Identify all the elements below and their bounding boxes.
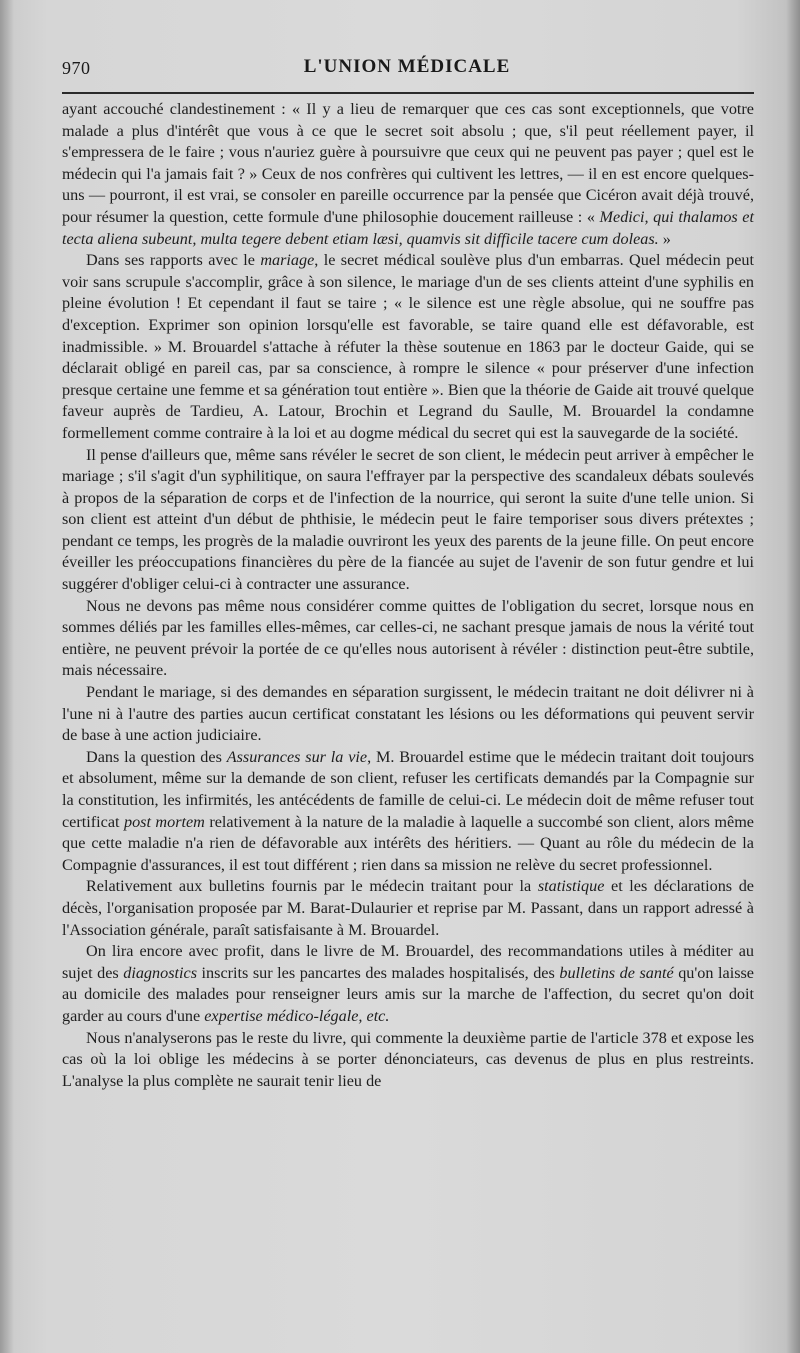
text-segment: et les déclarations de décès, l'organisation proposée par M. Barat-Dulaurier et reprise par M. Passant, dans un rapport adressé à l'Association générale, paraît satisfaisante à M. Brouardel. [62,877,754,939]
paragraph [62,876,754,941]
italic-text-segment: Medici, qui thalamos et tecta aliena subeunt, multa tegere debent etiam læsi, quamvis sit difficile tacere cum doleas. [62,207,754,248]
paragraph [62,1028,754,1093]
text-segment: Nous n'analyserons pas le reste du livre, qui commente la deuxième partie de l'article 378 et expose les cas où la loi oblige les médecins à se porter dénonciateurs, cas devenus de plus en plus restreints. L'analyse la plus complète ne saurait tenir lieu de [62,1028,754,1090]
text-segment: relativement à la nature de la maladie à laquelle a succombé son client, alors même que cette maladie n'a rien de défavorable aux intérêts des héritiers. — Quant au rôle du médecin de la Compagnie d'assurances, il est tout différent ; rien dans sa mission ne relève du secret professionnel. [62,812,754,874]
text-segment: Dans la question des [86,747,227,766]
italic-text-segment: bulletins de santé [559,963,674,982]
paragraph [62,445,754,596]
text-segment: Nous ne devons pas même nous considérer comme quittes de l'obligation du secret, lorsque nous en sommes déliés par les familles elles-mêmes, car celles-ci, ne sachant presque jamais de nous la vérité tout entière, ne peuvent prévoir la portée de ce qu'elles nous autorisent à révéler : distinction peut-être subtile, mais nécessaire. [62,596,754,680]
italic-text-segment: Assurances sur la vie [226,747,368,766]
italic-text-segment: mariage [260,251,315,270]
article-body [62,99,754,1092]
header-rule [62,92,754,94]
italic-text-segment: expertise médico-légale, etc. [204,1006,390,1025]
paragraph [62,941,754,1027]
text-segment: Il pense d'ailleurs que, même sans révéler le secret de son client, le médecin peut arriver à empêcher le mariage ; s'il s'agit d'un syphilitique, on saura l'effrayer par la perspective des scandaleux débats soulevés à propos de la séparation de corps et de l'infection de la nourrice, qui seront la suite d'une telle union. Si son client est atteint d'un début de phthisie, le médecin peut le faire temporiser sous divers prétextes ; pendant ce temps, les progrès de la maladie ouvriront les yeux des parents de la jeune fille. On peut encore éveiller les préoccupations financières du père de la fiancée au sujet de l'avenir de son futur gendre et lui suggérer d'obliger celui-ci à contracter une assurance. [62,445,754,594]
left-page-shadow [0,0,14,1353]
text-segment: » [658,229,671,248]
text-segment: Relativement aux bulletins fournis par le médecin traitant pour la [86,877,538,896]
text-segment: qu'on laisse au domicile des malades pour renseigner leurs amis sur la marche de l'affection, du secret qu'on doit garder au cours d'une [62,963,754,1025]
text-segment: Dans ses rapports avec le [86,251,261,270]
italic-text-segment: post mortem [123,812,205,831]
running-title: L'UNION MÉDICALE [303,56,511,77]
text-segment: inscrits sur les pancartes des malades hospitalisés, des [197,963,560,982]
italic-text-segment: diagnostics [123,963,197,982]
text-segment: Pendant le mariage, si des demandes en séparation surgissent, le médecin traitant ne doit délivrer ni à l'une ni à l'autre des parties aucun certificat constatant les lésions ou les déformations qui peuvent servir de base à une action judiciaire. [62,683,754,745]
page-number: 970 [62,58,91,78]
page-header [62,50,752,84]
paragraph [62,250,754,444]
paragraph [62,99,754,250]
italic-text-segment: statistique [537,877,605,896]
text-segment: , M. Brouardel estime que le médecin traitant doit toujours et absolument, même sur la demande de son client, refuser les certificats demandés par la Compagnie sur la constitution, les infirmités, les antécédents de famille de celui-ci. Le médecin doit de même refuser tout certificat [62,747,754,831]
paragraph [62,682,754,747]
right-page-shadow [786,0,800,1353]
text-segment: , le secret médical soulève plus d'un embarras. Quel médecin peut voir sans scrupule s'accomplir, grâce à son silence, le mariage d'un de ses clients atteint d'une syphilis en pleine évolution ! Et cependant il faut se taire ; « le silence est une règle absolue, qui ne souffre pas d'exception. Exprimer son opinion lorsqu'elle est favorable, se taire quand elle est défavorable, est inadmissible. » M. Brouardel s'attache à réfuter la thèse soutenue en 1863 par le docteur Gaide, qui se déclarait obligé en pareil cas, par sa conscience, à rompre le silence « pour préserver d'une infection presque certaine une femme et sa génération tout entière ». Bien que la théorie de Gaide ait trouvé quelque faveur auprès de Tardieu, A. Latour, Brochin et Legrand du Saulle, M. Brouardel la condamne formellement comme contraire à la loi et au dogme médical du secret qui est la sauvegarde de la société. [62,251,754,442]
paragraph [62,747,754,877]
paragraph [62,596,754,682]
text-segment: ayant accouché clandestinement : « Il y a lieu de remarquer que ces cas sont exceptionnels, que votre malade a plus d'intérêt que vous à ce que le secret soit absolu ; que, s'il peut réellement payer, il s'empressera de le faire ; vous n'auriez guère à poursuivre que ceux qui ne peuvent pas payer ; quel est le médecin qui l'a jamais fait ? » Ceux de nos confrères qui cultivent les lettres, — il en est encore quelques-uns — pourront, il est vrai, se consoler en pareille occurrence par la pensée que Cicéron avait déjà trouvé, pour résumer la question, cette formule d'une philosophie doucement railleuse : « [62,100,754,226]
text-segment: On lira encore avec profit, dans le livre de M. Brouardel, des recommandations utiles à méditer au sujet des [62,942,754,982]
